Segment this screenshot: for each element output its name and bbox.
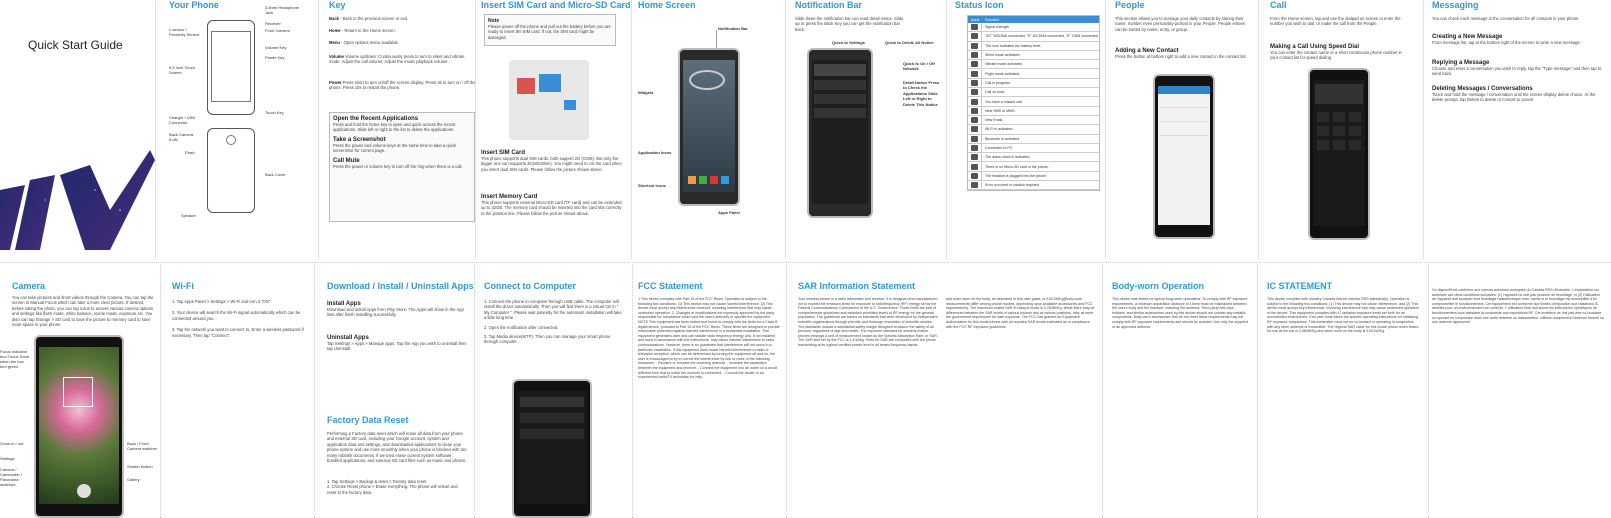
status-row xyxy=(968,162,1099,171)
home-label-apps-panel: Apps Panel xyxy=(718,210,740,215)
ic-text: This device complies with Industry Canada licence-exempt RSS standard(s). Operation is subject to the following two conditions: (1) This device may not cause interference, and (2) This device must accept any interference, including interference that may cause undesired operation of the device. This equipment complies with IC radiation exposure limits set forth for an uncontrolled environment. End user must follow the specific operating instructions for satisfying RF exposure compliance. This transmitter must not be co-located or operating in conjunction with any other antenna or transmitter. The Highest SAR value for this model phone when tested for use at the ear is 0.584W/Kg and when worn on the body is 0.621W/Kg. xyxy=(1267,297,1419,334)
home-panel xyxy=(638,0,783,259)
bodyworn-title: Body-worn Operation xyxy=(1112,281,1204,291)
status-icon xyxy=(971,89,978,95)
status-icon xyxy=(971,52,978,58)
status-icon xyxy=(971,154,978,160)
notif-label-detail: Detail Notice Press to Check the Applications Slide Left or Right to Delete This Notice xyxy=(903,80,940,107)
sim-illustration xyxy=(509,60,589,140)
camera-phone-image xyxy=(34,335,124,518)
home-label-widgets: Widgets xyxy=(638,90,654,95)
status-icon xyxy=(971,108,978,114)
messaging-title: Messaging xyxy=(1432,0,1479,10)
label-back-camera: Back Camera 8.0M xyxy=(169,132,194,142)
status-row-desc: Connected to PC. xyxy=(985,146,1014,150)
status-row-desc: Silent mode activated. xyxy=(985,53,1021,58)
your-phone-panel xyxy=(169,0,311,259)
call-phone-image xyxy=(1308,68,1370,240)
status-row-desc: The headset is plugged into the phone. xyxy=(985,173,1048,178)
status-icon xyxy=(971,33,978,39)
status-row-desc: Flight mode activated. xyxy=(985,71,1021,76)
connect-step-3: 3. Tap Media device(MTP). Then you can manage your smart phone through computer. xyxy=(484,334,611,345)
ic-title: IC STATEMENT xyxy=(1267,281,1333,291)
status-row xyxy=(968,144,1099,153)
msg-text: You can check each message in the conversation for all contacts in your phone. xyxy=(1432,16,1580,21)
label-back-cover: Back Cover xyxy=(265,172,286,177)
sim-note: Note Please power off the phone and pull out the battery before you are ready to insert the SIM card. If not, the SIM card might be damaged. xyxy=(484,14,616,46)
status-row xyxy=(968,60,1099,69)
status-row-desc: The icon indicates the battery level. xyxy=(985,43,1042,48)
camera-label-zoom: Zoom in / out xyxy=(0,441,24,446)
wifi-step-1: 1. Tap Apps Panel > Settings > Wi-Fi and turn it "ON". xyxy=(172,299,272,304)
status-row xyxy=(968,23,1099,32)
label-power: Power Key xyxy=(265,55,285,60)
camera-label-switch: Camera / Camcorder / Panorama switches xyxy=(0,467,23,487)
sim-card-text: This phone supports dual SIM cards, both support 2G (GSM). But only the bigger one can supports 3G(WCDMA). You might need to cut the card when you insert dual SIM cards. Please follow the picture shows above. xyxy=(481,156,622,172)
download-title: Download / Install / Uninstall Apps xyxy=(327,281,474,291)
status-row-desc: Signal strength xyxy=(985,25,1009,30)
msg-create-title: Creating a New Message xyxy=(1432,34,1503,40)
cover-title: Quick Start Guide xyxy=(28,38,123,52)
status-icon xyxy=(971,126,978,132)
wifi-step-3: 3. Tap the network you want to connect to, Enter a wireless password if necessary. Then tap "Connect". xyxy=(172,327,304,338)
status-row-desc: Wi-Fi is activated. xyxy=(985,127,1014,132)
status-row-desc: Bluetooth is activated. xyxy=(985,136,1021,141)
camera-label-backfront: Back / Front Camera switcher xyxy=(127,441,158,451)
sim-title: Insert SIM Card and Micro-SD Card xyxy=(481,0,631,10)
camera-label-settings: Settings xyxy=(0,456,15,461)
status-row xyxy=(968,135,1099,144)
status-row-desc: The alarm clock is activated. xyxy=(985,155,1031,160)
install-text: Download and install Apps from Play Store. The Apps will show in the App lists after finish installing successfully. xyxy=(327,307,464,318)
fcc-title: FCC Statement xyxy=(638,281,703,291)
home-title: Home Screen xyxy=(638,0,696,10)
connect-title: Connect to Computer xyxy=(484,281,576,291)
status-icon xyxy=(971,99,978,105)
key-back: Back - Back to the previous screen or exit. xyxy=(329,16,409,21)
ic-panel xyxy=(1267,281,1427,518)
key-tips-box: Open the Recent Applications Press and hold the home key to open and quick access the recent applications. Slide left or right to the list to delete the applications. Take a Screenshot Press the power and volume keys at the same time to take a quick screenshot for current page. Call Mute Press the power or volume key to turn off the ring when there is a call. xyxy=(329,112,475,222)
people-text: This section allows you to manage your daily contacts by storing their name, number even personality portrait in your People. People entries can be sorted by name, entry, or group. xyxy=(1115,16,1245,32)
wifi-panel xyxy=(172,281,312,518)
uninstall-text: Tap Settings > Apps > Manage apps. Tap the App you wish to uninstall then tap Uninstall. xyxy=(327,341,467,352)
status-row xyxy=(968,51,1099,60)
status-icon xyxy=(971,117,978,123)
connect-phone-image xyxy=(512,379,592,518)
status-row xyxy=(968,116,1099,125)
status-table: Icons Function Signal strength "3G" WCDMA connected, "E" WCDMA connected, "E" GSM connected The icon indicates the battery level. Silent mode activated. Vibrate mode activated. Flight mode activated. Call in progress. Call on hold. You have a missed call. New SMS or MMS. New Email. Wi-Fi is activated. Bluetooth is activated. Connected to PC. The alarm clock is activated. There is no Micro-SD card in the phone. The headset is plugged into the phone. Error occurred or caution required. xyxy=(967,15,1100,191)
notif-panel xyxy=(795,0,945,259)
label-flash: Flash xyxy=(185,150,195,155)
label-volume: Volume Key xyxy=(265,45,287,50)
status-icon xyxy=(971,164,978,170)
wifi-step-2: 2. Your device will search the Wi-Fi signal automatically which can be connected around you. xyxy=(172,310,301,321)
call-text: From the Home screen, tap and use the dialpad on screen to enter the number you wish to dial, or make the call from the People. xyxy=(1270,16,1401,27)
status-row xyxy=(968,88,1099,97)
sar-text-1: Your wireless phone is a radio transmitter and receiver. It is designed and manufactured not to exceed the emission limits for exposure to radiofrequency (RF) energy set by the Federal Communications Commission of the U.S. Government. These limits are part of comprehensive guidelines and establish permitted levels of RF energy for the general population. The guidelines are based on standards that were developed by independent scientific organizations through periodic and thorough evaluation of scientific studies. The standards include a substantial safety margin designed to assure the safety of all persons, regardless of age and health. The exposure standard for wireless mobile phones employs a unit of measurement known as the Specific Absorption Rate, or SAR. The SAR limit set by the FCC is 1.6 W/kg. Tests for SAR are conducted with the phone transmitting at its highest certified power level in all tested frequency bands. xyxy=(798,297,938,347)
reset-step-1: 1. Tap Settings > Backup & reset > Factory data reset xyxy=(327,479,427,484)
sar-text-2: and when worn on the body, as described in this user guide, is 0.621W/Kg(Body-worn measurements differ among phone models, depending upon available accessories and FCC requirements). The maximum scaled SAR in hotspot mode is 0.764W/Kg. While there may be differences between the SAR levels of various phones and at various positions, they all meet the government requirement for safe exposure. The FCC has granted an Equipment Authorization for this model phone with all reported SAR levels evaluated as in compliance with the FCC RF exposure guidelines. xyxy=(946,297,1095,329)
status-icon xyxy=(971,145,978,151)
status-panel xyxy=(955,0,1105,259)
key-menu: Menu - Open options menu available. xyxy=(329,40,400,45)
french-panel xyxy=(1432,288,1608,518)
status-row xyxy=(968,153,1099,162)
status-row-desc: Call in progress. xyxy=(985,80,1011,85)
status-row xyxy=(968,79,1099,88)
download-panel xyxy=(327,281,474,518)
status-icon xyxy=(971,24,978,30)
camera-panel xyxy=(0,281,160,518)
fcc-text: 1.This device complies with Part 15 of the FCC Rules. Operation is subject to the following two conditions: (1) This device may not cause harmful interference. (2) This device must accept any interference received, including interference that may cause undesired operation. 2. Changes or modifications not expressly approved by the party responsible for compliance could void the user's authority to operate the equipment. NOTE This equipment has been tested and found to comply with the limits for a Class B digital device, pursuant to Part 15 of the FCC Rules. These limits are designed to provide reasonable protection against harmful interference in a residential installation. This equipment generates uses and can radiate radio frequency energy and, if not installed and used in accordance with the instructions, may cause harmful interference to radio communications. However, there is no guarantee that interference will not occur in a particular installation. If this equipment does cause harmful interference to radio or television reception, which can be determined by turning the equipment off and on, the user is encouraged to try to correct the interference by one or more of the following measures: - Reorient or relocate the receiving antenna. - Increase the separation between the equipment and receiver. - Connect the equipment into an outlet on a circuit different from that to which the receiver is connected. - Consult the dealer or an experienced radio/TV technician for help. xyxy=(638,297,780,380)
status-row-desc: "3G" WCDMA connected, "E" WCDMA connected, "E" GSM connected xyxy=(985,34,1098,39)
status-icon xyxy=(971,182,978,188)
your-phone-title: Your Phone xyxy=(169,0,219,10)
camera-text: You can take pictures and short videos through the Camera. You can tap the screen to Manual Focus which can take a more clear picture. If desired, before taking the photo, you can tap icons to access various camera options and settings like flash mode, white balance, scene mode, exposure etc. You also can tap Storage > SD card to save the picture to memory card to save more space in your phone. xyxy=(12,295,154,328)
bodyworn-panel xyxy=(1112,281,1252,518)
label-headset: 3.5mm Headphone Jack xyxy=(265,5,300,15)
notif-label-network: Quick to On / Off Network xyxy=(903,61,935,71)
status-row xyxy=(968,181,1099,190)
call-speed-title: Making a Call Using Speed Dial xyxy=(1270,44,1360,50)
status-row-desc: Call on hold. xyxy=(985,90,1005,95)
status-row-desc: Vibrate mode activated. xyxy=(985,62,1023,67)
sim-mem-text: This phone supports external Micro-SD card (TF card) and can be extended up to 32GB. The memory card should be inserted into the card slot correctly to the position line. Please follow the picture shows above. xyxy=(481,200,622,216)
call-panel xyxy=(1270,0,1420,259)
status-row xyxy=(968,125,1099,134)
messaging-panel xyxy=(1432,0,1611,259)
label-front-camera: Front Camera xyxy=(265,28,290,33)
notif-label-delete-all: Quick to Delete All Notice xyxy=(885,40,934,45)
status-title: Status Icon xyxy=(955,0,1004,10)
label-sensor: L-sensor / Proximity Sensor xyxy=(169,27,200,37)
msg-reply-title: Replying a Message xyxy=(1432,60,1490,66)
connect-step-2: 2. Open the notification after connected. xyxy=(484,324,559,330)
connect-panel xyxy=(484,281,629,518)
status-row xyxy=(968,107,1099,116)
label-screen: 5.5 Inch Touch Screen xyxy=(169,65,195,75)
msg-create-text: From message list, tap at the bottom right of the screen to write a new message. xyxy=(1432,40,1581,45)
status-row-desc: Error occurred or caution required. xyxy=(985,183,1040,188)
french-text: Ce dispositif est conforme aux normes autorisee-exemptes du Canada RSS d'Industrie. L'exploitation est autorisee aux deux conditions suivantes: (1) l'appareil ne doit pas produire de brouillage, et (2) l'utilisateur de l'appareil doit accepter tout brouillage radioelectrique subi, meme si le brouillage est susceptible d'en compromettre le fonctionnement. Cet equipement est conforme aux limites d'exposition aux radiations IC definies pour un environnement non controle. L'utilisateur final doit suivre les instructions specifiques de fonctionnement pour satisfaire la conformite aux expositions RF. Cet emetteur ne doit pas etre co-localisee ou operant en conjonction avec une autre antenne ou transmetteur. Utilisez uniquement l'antenne fournie ou une antenne approuvee. xyxy=(1432,288,1604,325)
notif-phone-image xyxy=(807,48,873,218)
sim-panel xyxy=(481,0,631,259)
status-row xyxy=(968,69,1099,78)
msg-reply-text: Choose and enter a conversation you wish to reply, tap the "Type message" and then tap to send back. xyxy=(1432,66,1602,77)
status-row-desc: New SMS or MMS. xyxy=(985,108,1016,113)
status-icon xyxy=(971,173,978,179)
status-icon xyxy=(971,136,978,142)
home-label-app-icons: Application Icons xyxy=(638,150,672,155)
install-title: Install Apps xyxy=(327,301,361,307)
call-title: Call xyxy=(1270,0,1287,10)
people-add-text: Press the button at bottom right to add a new contact in the contact list. xyxy=(1115,54,1247,59)
notif-title: Notification Bar xyxy=(795,0,863,10)
status-row-desc: You have a missed call. xyxy=(985,99,1023,104)
uninstall-title: Uninstall Apps xyxy=(327,335,369,341)
phone-front-drawing xyxy=(207,20,255,115)
home-phone-image xyxy=(678,48,740,206)
status-row xyxy=(968,42,1099,51)
home-label-notify: Notification Bar xyxy=(718,26,748,31)
status-icon xyxy=(971,80,978,86)
reset-title: Factory Data Reset xyxy=(327,415,409,425)
camera-label-gallery: Gallery xyxy=(127,477,140,482)
connect-step-1: 1. Connect the phone to computer through USB cable. The computer will install the driver automatically. Then you will find there is a virtual CD in " My Computer ". Please wait patiently for the automatic installation will take a little long time. xyxy=(484,299,622,321)
status-row xyxy=(968,32,1099,41)
msg-delete-title: Deleting Messages / Conversations xyxy=(1432,86,1533,92)
status-row-desc: There is no Micro-SD card in the phone. xyxy=(985,164,1049,169)
status-row-desc: New Email. xyxy=(985,118,1004,123)
sim-mem-title: Insert Memory Card xyxy=(481,194,538,200)
key-volume: Volume Volume up/down: Continuously press to turn to silent and vibrate mode. Adjust the call volume; Adjust the music playback volume. xyxy=(329,54,465,65)
fcc-panel xyxy=(638,281,783,518)
cover-panel xyxy=(0,0,155,259)
people-add-title: Adding a New Contact xyxy=(1115,48,1179,54)
status-icon xyxy=(971,61,978,67)
sar-title: SAR Information Statement xyxy=(798,281,916,291)
camera-label-shutter: Shutter Button xyxy=(127,464,153,469)
label-receiver: Receiver xyxy=(265,21,281,26)
phone-back-drawing xyxy=(207,128,255,213)
camera-title: Camera xyxy=(12,281,46,291)
call-speed-text: You can enter the contact name or a short continuous phone number in your contact list for speed dialing. xyxy=(1270,50,1402,61)
label-charger: Charger / USB Connector xyxy=(169,115,196,125)
notif-text: Slide down the notification bar can read detail notice. Slide up or press the Back Key you can get the notification bar back. xyxy=(795,16,904,32)
people-title: People xyxy=(1115,0,1145,10)
key-title: Key xyxy=(329,0,346,10)
sim-card-title: Insert SIM Card xyxy=(481,150,526,156)
label-speaker: Speaker xyxy=(181,213,196,218)
status-icon xyxy=(971,43,978,49)
key-home: Home - Return to the Home screen. xyxy=(329,28,396,33)
bodyworn-text: This device was tested for typical body-worn operations. To comply with RF exposure requirements, a minimum separation distance of 15mm must be maintained between the user's body and the handset, including the antenna. Third-party belt-clips, holsters, and similar accessories used by this device should not contain any metallic components. Body-worn accessories that do not meet these requirements may not comply with RF exposure requirements and should be avoided. Use only the supplied or an approved antenna. xyxy=(1112,297,1248,329)
reset-text: Performing a Factory data reset which will erase all data from your phone and external SD card, including your Google account, system and application data and settings, and downloaded applications to clean your phone system and use more smoothly when your phone is blocked with too many rubbish documents. If we tried erase current system software, bundled applications, and external SD card files such as music and photos. xyxy=(327,431,467,464)
notif-label-settings: Quick to Settings xyxy=(832,40,865,45)
people-phone-image xyxy=(1153,74,1215,239)
status-icon xyxy=(971,71,978,77)
status-row xyxy=(968,172,1099,181)
wifi-title: Wi-Fi xyxy=(172,281,194,291)
label-touch: Touch Key xyxy=(265,110,284,115)
sar-panel xyxy=(798,281,1098,518)
home-label-shortcut: Shortcut Icons xyxy=(638,183,667,188)
status-row xyxy=(968,97,1099,106)
key-power: Power Press short to turn on/off the screen display. Press 3s to turn on / off the phone. Press 10s to restart the phone. xyxy=(329,80,476,91)
msg-delete-text: Touch and hold the message / conversation until the screen display delete choice. At the delete prompt, tap Delete to delete or Cancel to cancel. xyxy=(1432,92,1596,103)
reset-step-2: 2. Choose Reset phone > Erase everything. The phone will restart and reset to the factory data. xyxy=(327,484,458,495)
people-panel xyxy=(1115,0,1255,259)
camera-label-focus: Focus indicator box Focus Done when the box turn green. xyxy=(0,349,30,369)
key-panel xyxy=(329,0,479,259)
cover-logo xyxy=(0,150,155,259)
